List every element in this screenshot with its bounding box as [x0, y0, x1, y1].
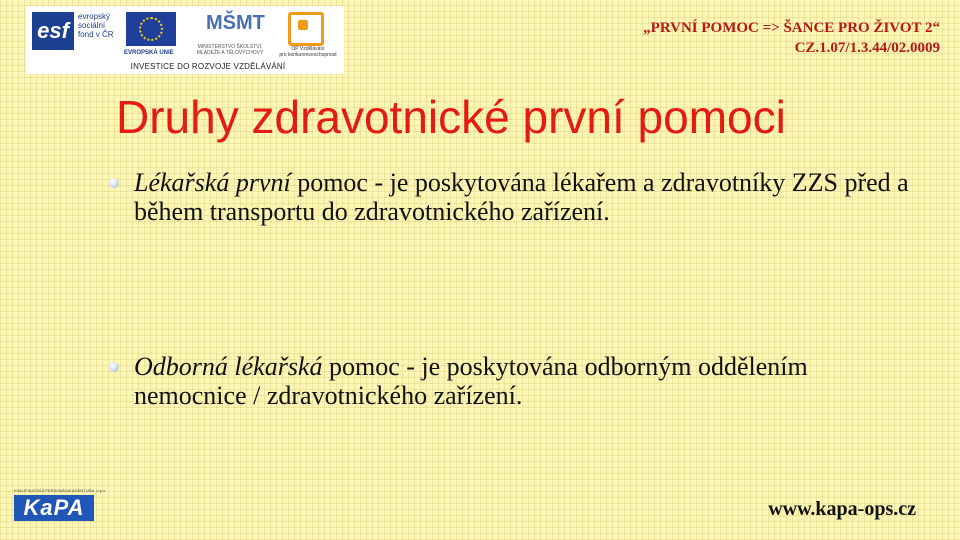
website-link[interactable]: www.kapa-ops.cz — [768, 498, 916, 520]
slide-title: Druhy zdravotnické první pomoci — [116, 91, 786, 143]
kapa-logo-word: KaPA — [14, 495, 94, 521]
kapa-logo — [14, 488, 107, 522]
eu-logo-text: EVROPSKÁ UNIE — [124, 50, 174, 56]
kapa-logo-caption: KVALIFIKAČNÍ A PERSONÁLNÍ AGENTURA, o.p.s. — [14, 488, 107, 493]
esf-logo-text: evropský sociální fond v ČR — [78, 12, 114, 39]
bullet-dot-icon — [109, 178, 119, 188]
bullet-dot-icon — [109, 362, 119, 372]
project-code: CZ.1.07/1.3.44/02.0009 — [794, 40, 940, 56]
bullet-emphasis: Odborná lékařská — [134, 352, 323, 381]
bullet-emphasis: Lékařská první — [134, 168, 291, 197]
bullet-item — [134, 352, 924, 410]
esf-logo: esf — [32, 12, 74, 50]
op-logo-text: OP Vzdělávání pro konkurenceschopnost — [279, 46, 337, 58]
project-name: „PRVNÍ POMOC => ŠANCE PRO ŽIVOT 2“ — [643, 20, 940, 36]
bullet-item — [134, 168, 924, 226]
bullet-text: pomoc - je poskytována odborným oddělením nemocnice / zdravotnického zařízení. — [134, 352, 808, 410]
msmt-logo-text: MINISTERSTVO ŠKOLSTVÍ, MLÁDEŽE A TĚLOVÝCHOVY — [196, 44, 264, 56]
invest-tagline: INVESTICE DO ROZVOJE VZDĚLÁVÁNÍ — [130, 62, 286, 71]
bullet-text: pomoc - je poskytována lékařem a zdravotníky ZZS před a během transportu do zdravotnického zařízení. — [134, 168, 909, 226]
msmt-logo: MŠMT — [206, 12, 265, 34]
